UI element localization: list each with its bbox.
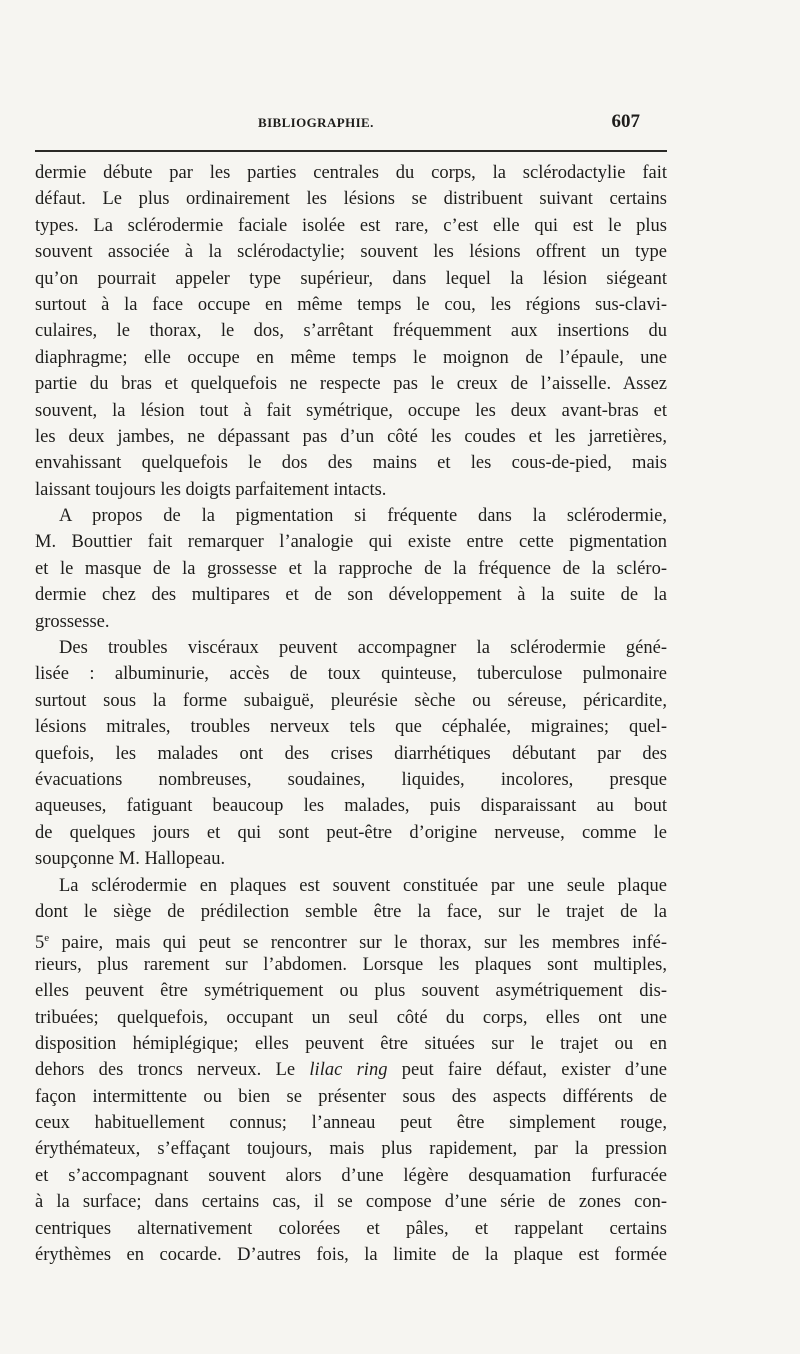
- text-line: dermie chez des multipares et de son développement à la suite de la: [35, 585, 667, 606]
- text-line: envahissant quelquefois le dos des mains et les cous-de-pied, mais: [35, 453, 667, 474]
- text-line: M. Bouttier fait remarquer l’analogie qui existe entre cette pigmentation: [35, 532, 667, 553]
- text-line: défaut. Le plus ordinairement les lésions se distribuent suivant certains: [35, 189, 667, 210]
- body-text: [35, 160, 667, 1268]
- italic-term: lilac ring: [309, 1060, 388, 1081]
- page-header: [258, 113, 640, 135]
- text-line: partie du bras et quelquefois ne respecte pas le creux de l’aisselle. Assez: [35, 374, 667, 395]
- text-line: culaires, le thorax, le dos, s’arrêtant fréquemment aux insertions du: [35, 321, 667, 342]
- text-line: disposition hémiplégique; elles peuvent être situées sur le trajet ou en: [35, 1033, 667, 1054]
- text-line: ceux habituellement connus; l’anneau peut être simplement rouge,: [35, 1113, 667, 1134]
- page-number: 607: [611, 111, 640, 132]
- text-line: lisée : albuminurie, accès de toux quinteuse, tuberculose pulmonaire: [35, 664, 667, 685]
- text-line: à la surface; dans certains cas, il se compose d’une série de zones con-: [35, 1192, 667, 1213]
- text-line: elles peuvent être symétriquement ou plus souvent asymétriquement dis-: [35, 981, 667, 1002]
- text-line: La sclérodermie en plaques est souvent constituée par une seule plaque: [59, 875, 667, 896]
- text-line: érythémateux, s’effaçant toujours, mais plus rapidement, par la pression: [35, 1139, 667, 1160]
- text-line: surtout sous la forme subaiguë, pleurésie sèche ou séreuse, péricardite,: [35, 690, 667, 711]
- running-title: BIBLIOGRAPHIE.: [258, 115, 374, 130]
- text-line: érythèmes en cocarde. D’autres fois, la limite de la plaque est formée: [35, 1245, 667, 1266]
- line-text: paire, mais qui peut se rencontrer sur le thorax, sur les membres infé-: [49, 933, 667, 954]
- line-text: dehors des troncs nerveux. Le: [35, 1060, 310, 1081]
- text-line: qu’on pourrait appeler type supérieur, dans lequel la lésion siégeant: [35, 268, 667, 289]
- text-line: Des troubles viscéraux peuvent accompagner la sclérodermie géné-: [59, 638, 667, 659]
- text-line: types. La sclérodermie faciale isolée est rare, c’est elle qui est le plus: [35, 215, 667, 236]
- text-line: dont le siège de prédilection semble être la face, sur le trajet de la: [35, 901, 667, 922]
- ordinal-number: 5: [35, 933, 45, 954]
- text-line: tribuées; quelquefois, occupant un seul côté du corps, elles ont une: [35, 1007, 667, 1028]
- text-line: diaphragme; elle occupe en même temps le moignon de l’épaule, une: [35, 347, 667, 368]
- text-line: surtout à la face occupe en même temps le cou, les régions sus-clavi-: [35, 294, 667, 315]
- header-rule: [35, 150, 667, 152]
- text-line: évacuations nombreuses, soudaines, liquides, incolores, presque: [35, 769, 667, 790]
- text-line: soupçonne M. Hallopeau.: [35, 849, 226, 870]
- ordinal-superscript: e: [44, 932, 50, 945]
- text-line: façon intermittente ou bien se présenter sous des aspects différents de: [35, 1086, 667, 1107]
- text-line: centriques alternativement colorées et pâles, et rappelant certains: [35, 1218, 667, 1239]
- text-line: de quelques jours et qui sont peut-être d’origine nerveuse, comme le: [35, 822, 667, 843]
- line-text: peut faire défaut, exister d’une: [387, 1060, 667, 1081]
- text-line: lésions mitrales, troubles nerveux tels que céphalée, migraines; quel-: [35, 717, 667, 738]
- text-line: aqueuses, fatiguant beaucoup les malades, puis disparaissant au bout: [35, 796, 667, 817]
- text-line: souvent associée à la sclérodactylie; souvent les lésions offrent un type: [35, 242, 667, 263]
- text-line: rieurs, plus rarement sur l’abdomen. Lorsque les plaques sont multiples,: [35, 954, 667, 975]
- text-line: dermie débute par les parties centrales du corps, la sclérodactylie fait: [35, 163, 667, 183]
- text-line: [35, 1057, 667, 1083]
- text-line: grossesse.: [35, 611, 110, 632]
- text-line: et le masque de la grossesse et la rapproche de la fréquence de la scléro-: [35, 558, 667, 579]
- text-line: A propos de la pigmentation si fréquente dans la sclérodermie,: [59, 506, 667, 527]
- text-line: [35, 925, 667, 954]
- text-line: laissant toujours les doigts parfaitement intacts.: [35, 479, 387, 500]
- text-line: les deux jambes, ne dépassant pas d’un côté les coudes et les jarretières,: [35, 426, 667, 447]
- text-line: quefois, les malades ont des crises diarrhétiques débutant par des: [35, 743, 667, 764]
- text-line: souvent, la lésion tout à fait symétrique, occupe les deux avant-bras et: [35, 400, 667, 421]
- text-line: et s’accompagnant souvent alors d’une légère desquamation furfuracée: [35, 1165, 667, 1186]
